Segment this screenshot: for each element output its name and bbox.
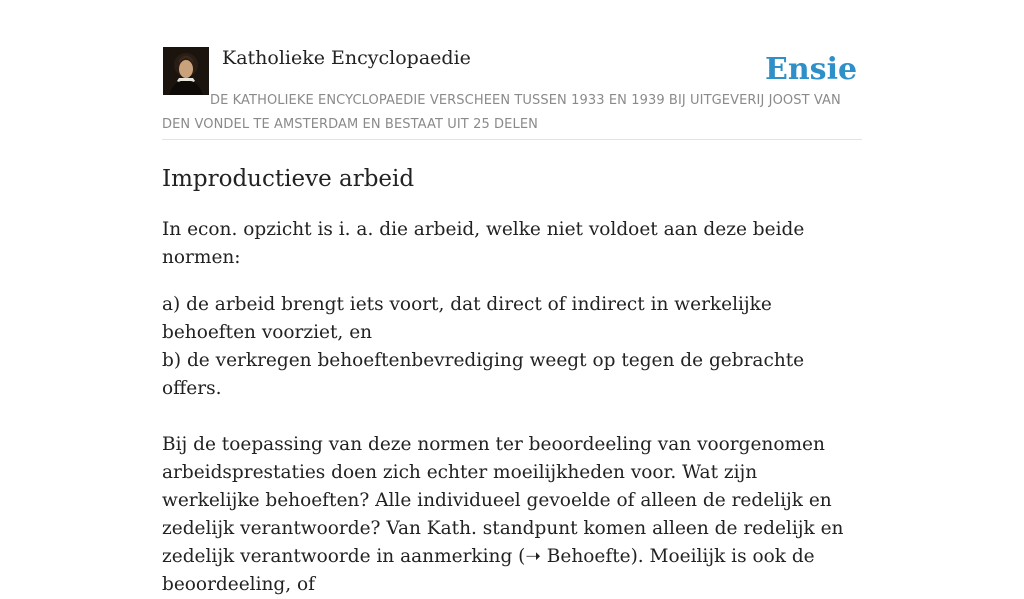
portrait-image: [163, 47, 209, 95]
avatar: [163, 47, 209, 95]
article-body: [162, 216, 852, 599]
behoefte-link[interactable]: [525, 546, 630, 567]
body-text: Bij de toepassing van deze normen ter beoordeeling van voorgenomen arbeidsprestaties doen zich echter moeilijkheden voor. Wat zijn werkelijke behoeften? Alle individueel gevoelde of alleen de redelijk en zedelijk verantwoorde? Van Kath. standpunt komen alleen de redelijk en zedelijk verantwoorde in aanmerking (: [162, 434, 844, 567]
site-description: DE KATHOLIEKE ENCYCLOPAEDIE VERSCHEEN TUSSEN 1933 EN 1939 BIJ UITGEVERIJ JOOST VAN DEN VONDEL TE AMSTERDAM EN BESTAAT UIT 25 DELEN: [162, 93, 841, 132]
behoefte-link-label: Behoefte: [540, 546, 631, 567]
page-title: Improductieve arbeid: [162, 166, 415, 192]
norm-a-text: a) de arbeid brengt iets voort, dat direct of indirect in werkelijke behoeften voorziet, en: [162, 294, 772, 343]
site-title-link[interactable]: Katholieke Encyclopaedie: [222, 47, 471, 69]
body-text-continued: ). Moeilijk is ook de beoordeeling, of: [162, 546, 815, 595]
article-norms: [162, 291, 852, 599]
article-intro: In econ. opzicht is i. a. die arbeid, welke niet voldoet aan deze beide normen:: [162, 219, 805, 268]
brand-logo-link[interactable]: Ensie: [765, 52, 858, 87]
header-divider: [162, 139, 862, 140]
link-arrow-icon: ➝: [525, 546, 541, 567]
norm-b-text: b) de verkregen behoeftenbevrediging weegt op tegen de gebrachte offers.: [162, 350, 805, 399]
